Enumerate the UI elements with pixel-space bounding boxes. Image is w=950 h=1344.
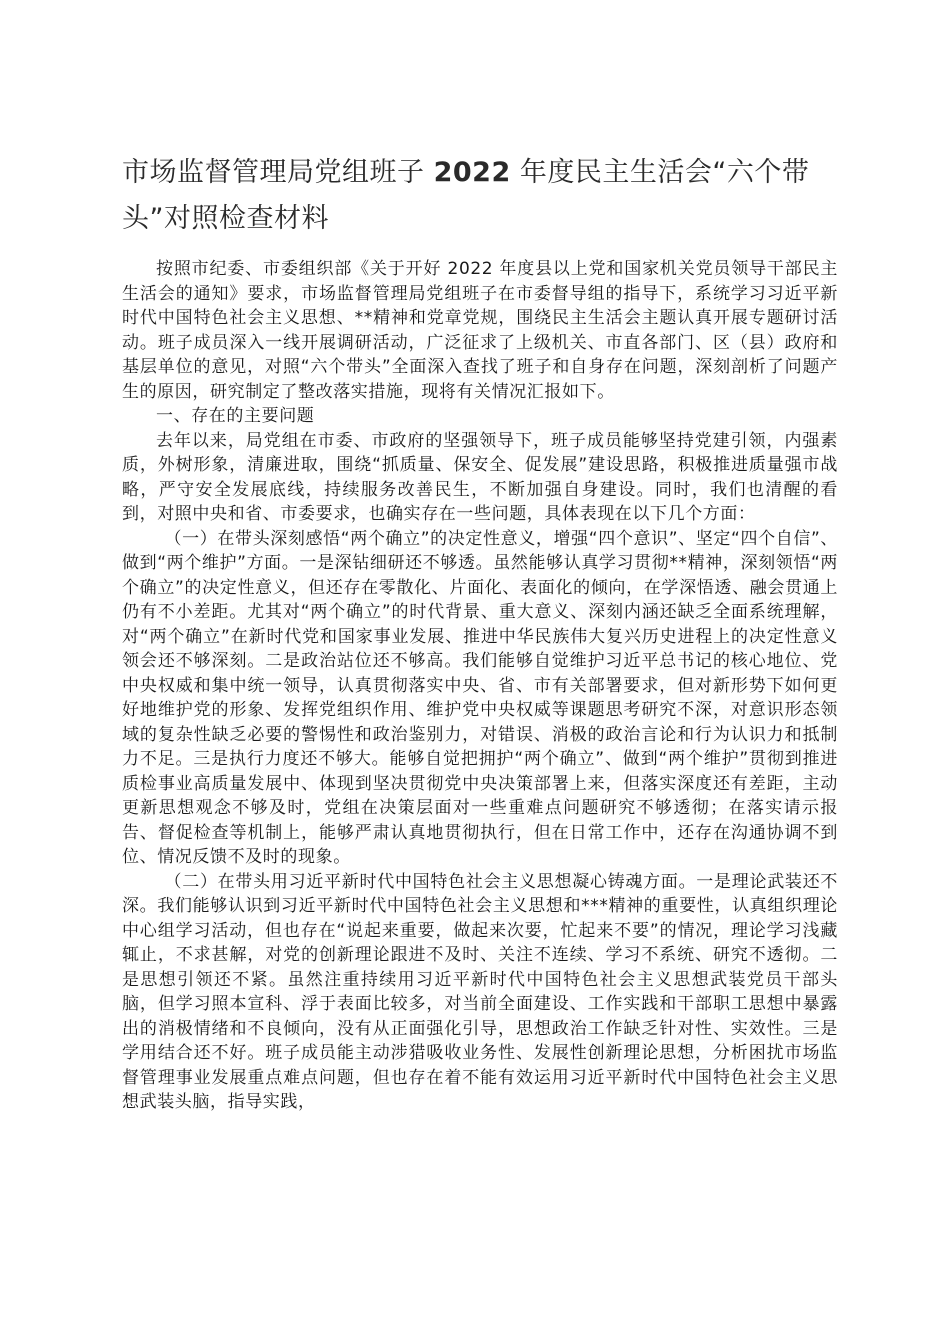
section-heading: 一、存在的主要问题	[156, 406, 315, 426]
intro-paragraph: 按照市纪委、市委组织部《关于开好 2022 年度县以上党和国家机关党员领导干部民主生活会的通知》要求，市场监督管理局党组班子在市委督导组的指导下，系统学习习近平新时代中国特色社会主义思想、**精神和党章党规，围绕民主生活会主题认真开展专题研讨活动。班子成员深入一线开展调研活动，广泛征求了上级机关、市直各部门、区（县）政府和基层单位的意见，对照“六个带头”全面深入查找了班子和自身存在问题，深刻剖析了问题产生的原因，研究制定了整改落实措施，现将有关情况汇报如下。	[122, 259, 838, 402]
subsection-paragraph-2: （二）在带头用习近平新时代中国特色社会主义思想凝心铸魂方面。一是理论武装还不深。我们能够认识到习近平新时代中国特色社会主义思想和***精神的重要性，认真组织理论中心组学习活动，但也存在“说起来重要，做起来次要，忙起来不要”的情况，理论学习浅藏辄止，不求甚解，对党的创新理论跟进不及时、关注不连续、学习不系统、研究不透彻。二是思想引领还不紧。虽然注重持续用习近平新时代中国特色社会主义思想武装党员干部头脑，但学习照本宣科、浮于表面比较多，对当前全面建设、工作实践和干部职工思想中暴露出的消极情绪和不良倾向，没有从正面强化引导，思想政治工作缺乏针对性、实效性。三是学用结合还不好。班子成员能主动涉猎吸收业务性、发展性创新理论思想，分析困扰市场监督管理事业发展重点难点问题，但也存在着不能有效运用习近平新时代中国特色社会主义思想武装头脑，指导实践，	[122, 871, 838, 1112]
overview-paragraph: 去年以来，局党组在市委、市政府的坚强领导下，班子成员能够坚持党建引领，内强素质，外树形象，清廉进取，围绕“抓质量、保安全、促发展”建设思路，积极推进质量强市战略，严守安全发展底线，持续服务改善民生，不断加强自身建设。同时，我们也清醒的看到，对照中央和省、市委要求，也确实存在一些问题，具体表现在以下几个方面：	[122, 430, 838, 524]
subsection-paragraph-1: （一）在带头深刻感悟“两个确立”的决定性意义，增强“四个意识”、坚定“四个自信”、做到“两个维护”方面。一是深钻细研还不够透。虽然能够认真学习贯彻**精神，深刻领悟“两个确立”的决定性意义，但还存在零散化、片面化、表面化的倾向，在学深悟透、融会贯通上仍有不小差距。尤其对“两个确立”的时代背景、重大意义、深刻内涵还缺乏全面系统理解，对“两个确立”在新时代党和国家事业发展、推进中华民族伟大复兴历史进程上的决定性意义领会还不够深刻。二是政治站位还不够高。我们能够自觉维护习近平总书记的核心地位、党中央权威和集中统一领导，认真贯彻落实中央、省、市有关部署要求，但对新形势下如何更好地维护党的形象、发挥党组织作用、维护党中央权威等课题思考研究不深，对意识形态领域的复杂性缺乏必要的警惕性和政治鉴别力，对错误、消极的政治言论和行为认识力和抵制力不足。三是执行力度还不够大。能够自觉把拥护“两个确立”、做到“两个维护”贯彻到推进质检事业高质量发展中、体现到坚决贯彻党中央决策部署上来，但落实深度还有差距，主动更新思想观念不够及时，党组在决策层面对一些重难点问题研究不够透彻；在落实请示报告、督促检查等机制上，能够严肃认真地贯彻执行，但在日常工作中，还存在沟通协调不到位、情况反馈不及时的现象。	[122, 528, 838, 867]
document-title	[122, 150, 842, 242]
title-year: 2022	[433, 157, 511, 188]
title-part-1: 市场监督管理局党组班子	[122, 157, 434, 188]
document-body	[122, 257, 838, 1115]
title-part-2: 年度民主生活会“六个带头”对照检查材料	[122, 157, 810, 234]
